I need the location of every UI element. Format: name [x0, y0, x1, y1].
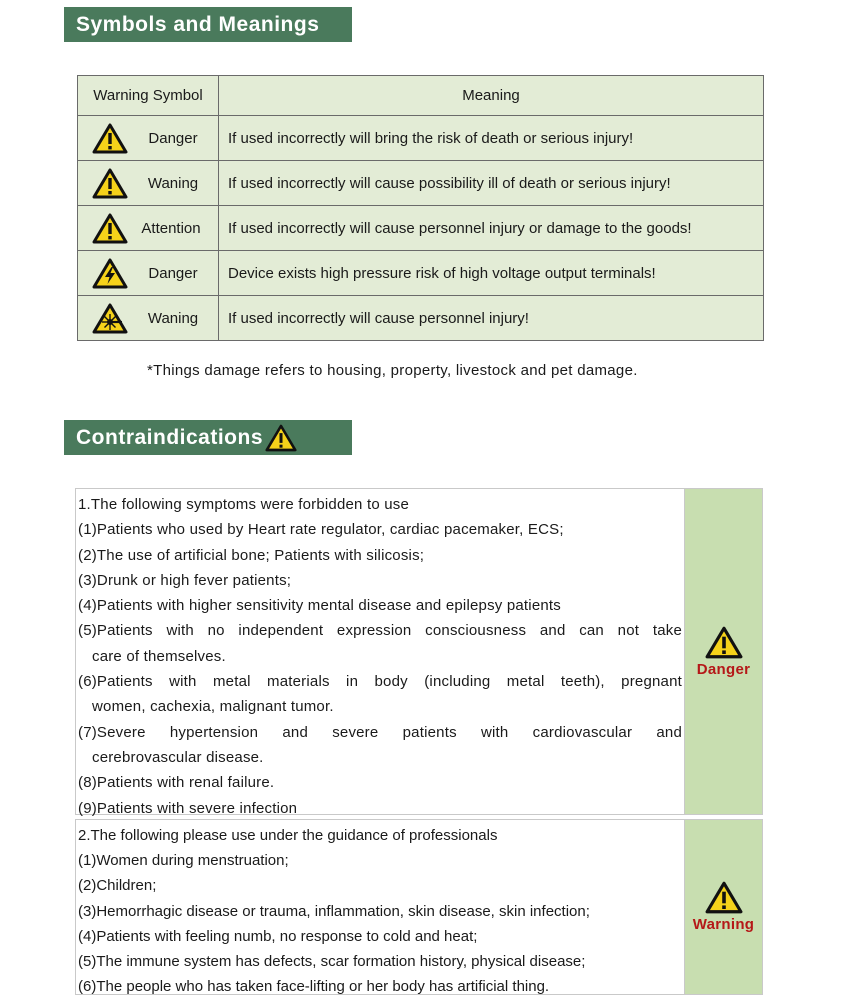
list-item: (1)Women during menstruation; — [78, 852, 289, 870]
list-item: (6)The people who has taken face-lifting or her body has artificial thing. — [78, 978, 550, 996]
list-item: (1)Patients who used by Heart rate regulator, cardiac pacemaker, ECS; — [78, 521, 564, 539]
symbol-label: Danger — [148, 264, 198, 282]
list-item: (4)Patients with higher sensitivity mental disease and epilepsy patients — [78, 597, 561, 615]
danger-side-panel — [684, 489, 762, 814]
list-item: (5)The immune system has defects, scar formation history, physical disease; — [78, 953, 586, 971]
symbol-meaning: If used incorrectly will cause personnel injury! — [219, 296, 764, 341]
table-row — [78, 206, 764, 251]
list-item: (4)Patients with feeling numb, no response to cold and heat; — [78, 927, 478, 945]
laser-radiation-icon — [92, 303, 128, 334]
symbol-label: Danger — [148, 129, 198, 147]
section-title: Contraindications — [76, 425, 264, 449]
list-item: (2)Children; — [78, 877, 157, 895]
list-item-continuation: care of themselves. — [92, 647, 226, 665]
warning-triangle-icon — [705, 626, 743, 659]
list-item: 2.The following please use under the guidance of professionals — [78, 827, 498, 844]
list-item: (3)Drunk or high fever patients; — [78, 571, 292, 589]
footnote: *Things damage refers to housing, property, livestock and pet damage. — [147, 362, 638, 379]
column-header-meaning: Meaning — [219, 76, 764, 116]
symbol-meaning: If used incorrectly will bring the risk of death or serious injury! — [219, 116, 764, 161]
list-item: (9)Patients with severe infection — [78, 799, 298, 817]
table-header-row — [78, 76, 764, 116]
list-item: (3)Hemorrhagic disease or trauma, inflammation, skin disease, skin infection; — [78, 902, 590, 920]
warning-triangle-icon — [705, 881, 743, 914]
column-header-symbol: Warning Symbol — [78, 76, 219, 116]
list-item: (7)Severe hypertension and severe patients with cardiovascular and — [78, 723, 682, 741]
symbol-meaning: If used incorrectly will cause personnel injury or damage to the goods! — [219, 206, 764, 251]
danger-label: Danger — [696, 660, 751, 678]
table-row — [78, 251, 764, 296]
list-item-continuation: cerebrovascular disease. — [92, 748, 264, 766]
list-item: (8)Patients with renal failure. — [78, 774, 275, 792]
warning-side-panel — [684, 820, 762, 994]
list-item: 1.The following symptoms were forbidden to use — [78, 496, 410, 513]
list-item: (2)The use of artificial bone; Patients with silicosis; — [78, 546, 425, 564]
warning-triangle-icon — [92, 213, 128, 244]
table-row — [78, 296, 764, 341]
guidance-list — [76, 820, 684, 994]
symbol-meaning: If used incorrectly will cause possibility ill of death or serious injury! — [219, 161, 764, 206]
warning-label: Warning — [692, 916, 755, 933]
high-voltage-icon — [92, 258, 128, 289]
section-header-contraindications — [64, 420, 352, 455]
contraindications-forbidden-box — [75, 488, 763, 815]
warning-triangle-icon — [92, 168, 128, 199]
symbol-label: Waning — [147, 174, 199, 192]
symbol-label: Attention — [141, 219, 201, 237]
warning-triangle-icon — [92, 123, 128, 154]
list-item: (6)Patients with metal materials in body (including metal teeth), pregnant — [78, 673, 682, 691]
contraindications-guidance-box — [75, 819, 763, 995]
warning-triangle-icon — [265, 424, 297, 452]
list-item: (5)Patients with no independent expression consciousness and can not take — [78, 622, 682, 640]
list-item-continuation: women, cachexia, malignant tumor. — [92, 698, 334, 716]
forbidden-list — [76, 489, 684, 817]
table-row — [78, 161, 764, 206]
section-header-symbols — [64, 7, 352, 42]
symbol-label: Waning — [147, 309, 199, 327]
symbol-meaning: Device exists high pressure risk of high voltage output terminals! — [219, 251, 764, 296]
section-title: Symbols and Meanings — [76, 12, 320, 36]
symbols-table — [77, 75, 764, 341]
table-row — [78, 116, 764, 161]
